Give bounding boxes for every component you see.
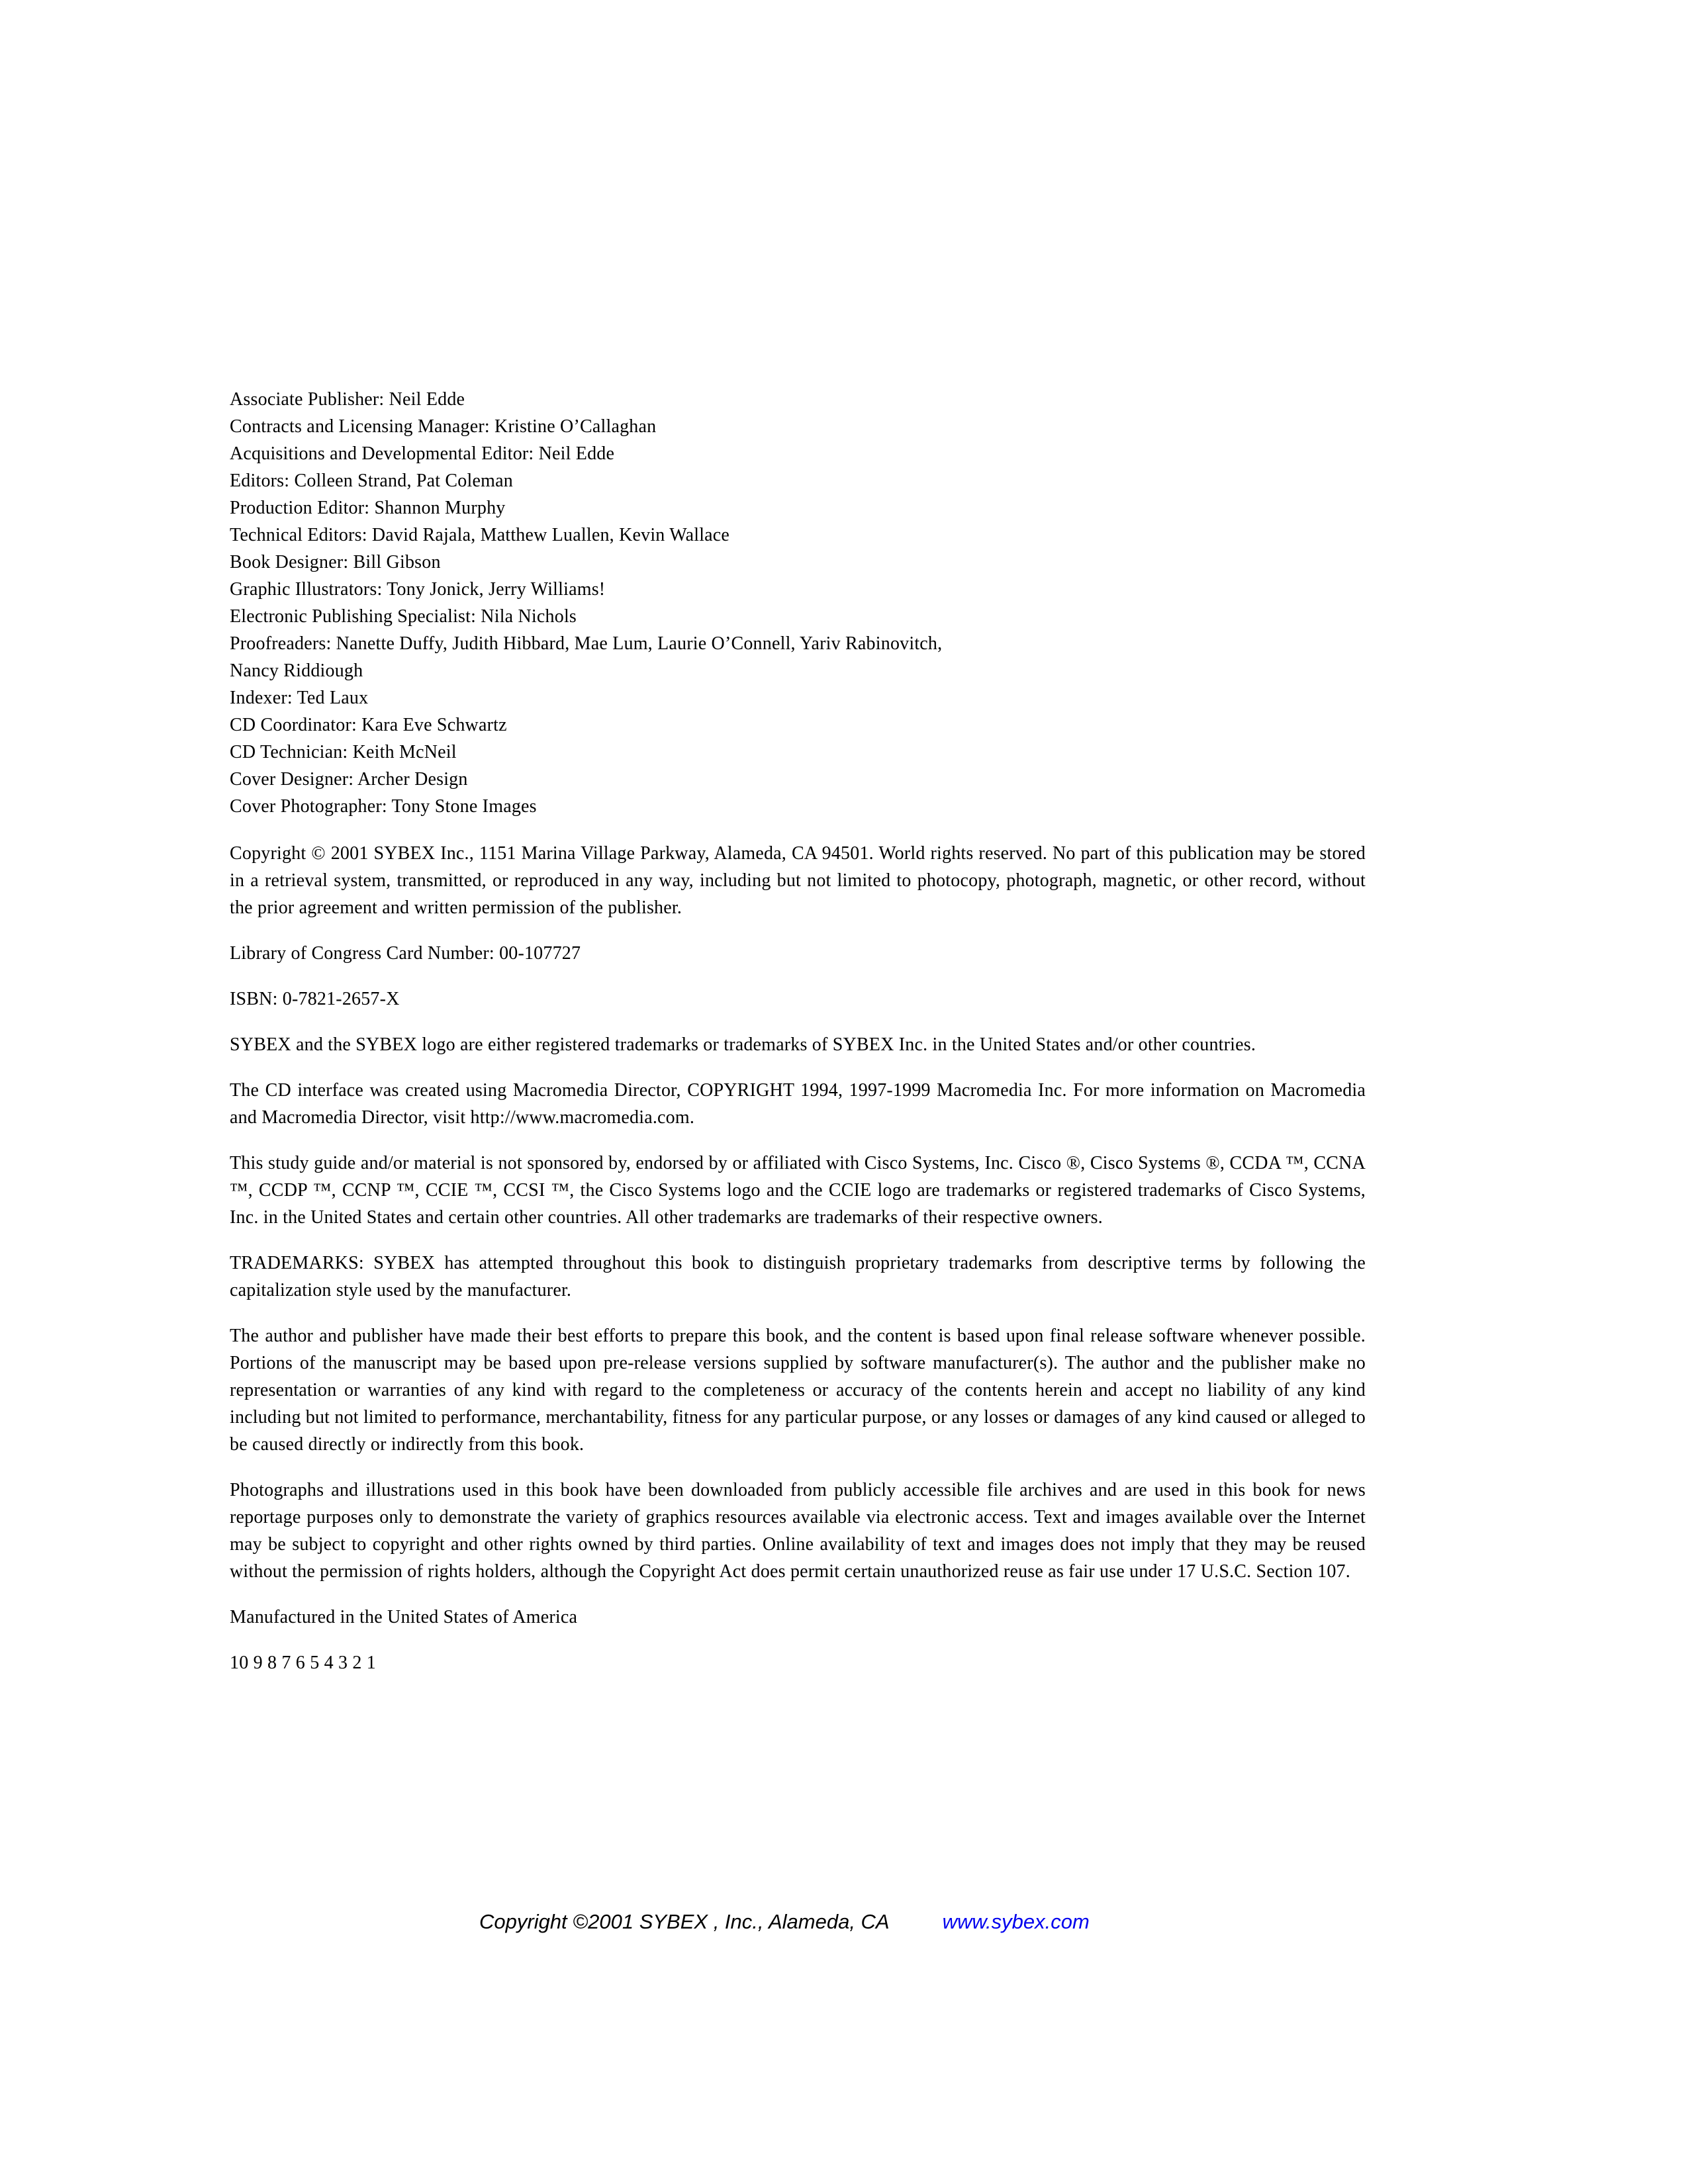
footer-sybex-link[interactable]: www.sybex.com bbox=[942, 1910, 1090, 1933]
credit-line-cd-technician: CD Technician: Keith McNeil bbox=[230, 742, 457, 762]
trademarks-paragraph: TRADEMARKS: SYBEX has attempted throughout this book to distinguish proprietary trademarks from descriptive terms by following the capitalization style used by the manufacturer. bbox=[230, 1253, 1366, 1300]
credit-line-proofreaders-cont: Nancy Riddiough bbox=[230, 660, 363, 681]
credits-block bbox=[230, 386, 1366, 820]
library-of-congress-number: Library of Congress Card Number: 00-107727 bbox=[230, 943, 581, 964]
credit-line-cover-photographer: Cover Photographer: Tony Stone Images bbox=[230, 796, 537, 817]
credit-line-technical-editors: Technical Editors: David Rajala, Matthew Luallen, Kevin Wallace bbox=[230, 525, 730, 545]
photographs-paragraph: Photographs and illustrations used in this book have been downloaded from publicly accessible file archives and are used in this book for news reportage purposes only to demonstrate the variety of graphics resources available via electronic access. Text and images available over the Internet may be subject to copyright and other rights owned by third parties. Online availability of text and images does not imply that they may be reused without the permission of rights holders, although the Copyright Act does permit certain unauthorized reuse as fair use under 17 U.S.C. Section 107. bbox=[230, 1480, 1366, 1582]
credit-line-cd-coordinator: CD Coordinator: Kara Eve Schwartz bbox=[230, 715, 507, 735]
credit-line-proofreaders: Proofreaders: Nanette Duffy, Judith Hibbard, Mae Lum, Laurie O’Connell, Yariv Rabinovitch, bbox=[230, 633, 943, 654]
copyright-notice-paragraph: Copyright © 2001 SYBEX Inc., 1151 Marina Village Parkway, Alameda, CA 94501. World rights reserved. No part of this publication may be stored in a retrieval system, transmitted, or reproduced in any way, including but not limited to photocopy, photograph, magnetic, or other record, without the prior agreement and written permission of the publisher. bbox=[230, 843, 1366, 918]
credit-line-book-designer: Book Designer: Bill Gibson bbox=[230, 552, 441, 572]
credit-line-editors: Editors: Colleen Strand, Pat Coleman bbox=[230, 471, 513, 491]
credit-line-production-editor: Production Editor: Shannon Murphy bbox=[230, 498, 506, 518]
footer-copyright-text: Copyright ©2001 SYBEX , Inc., Alameda, CA bbox=[479, 1910, 890, 1933]
credit-line-associate-publisher: Associate Publisher: Neil Edde bbox=[230, 389, 465, 410]
liability-disclaimer-paragraph: The author and publisher have made their best efforts to prepare this book, and the content is based upon final release software whenever possible. Portions of the manuscript may be based upon pre-release versions supplied by software manufacturer(s). The author and the publisher make no representation or warranties of any kind with regard to the completeness or accuracy of the contents herein and accept no liability of any kind including but not limited to performance, merchantability, fitness for any particular purpose, or any losses or damages of any kind caused or alleged to be caused directly or indirectly from this book. bbox=[230, 1326, 1366, 1455]
cisco-disclaimer-paragraph: This study guide and/or material is not sponsored by, endorsed by or affiliated with Cisco Systems, Inc. Cisco ®, Cisco Systems ®, CCDA ™, CCNA ™, CCDP ™, CCNP ™, CCIE ™, CCSI ™, the Cisco Systems logo and the CCIE logo are trademarks or registered trademarks of Cisco Systems, Inc. in the United States and certain other countries. All other trademarks are trademarks of their respective owners. bbox=[230, 1153, 1366, 1228]
sybex-trademark-paragraph: SYBEX and the SYBEX logo are either registered trademarks or trademarks of SYBEX Inc. in the United States and/or other countries. bbox=[230, 1034, 1256, 1055]
credit-line-cover-designer: Cover Designer: Archer Design bbox=[230, 769, 468, 790]
credit-line-contracts-manager: Contracts and Licensing Manager: Kristine O’Callaghan bbox=[230, 416, 657, 437]
page-footer bbox=[479, 1910, 1472, 1934]
printing-run-numbers: 10 9 8 7 6 5 4 3 2 1 bbox=[230, 1653, 376, 1673]
manufactured-line: Manufactured in the United States of America bbox=[230, 1607, 578, 1627]
credit-line-acquisitions-editor: Acquisitions and Developmental Editor: Neil Edde bbox=[230, 443, 615, 464]
credit-line-publishing-specialist: Electronic Publishing Specialist: Nila Nichols bbox=[230, 606, 577, 627]
credit-line-indexer: Indexer: Ted Laux bbox=[230, 688, 369, 708]
credit-line-graphic-illustrators: Graphic Illustrators: Tony Jonick, Jerry Williams! bbox=[230, 579, 606, 600]
isbn-number: ISBN: 0-7821-2657-X bbox=[230, 989, 400, 1009]
content-block bbox=[230, 386, 1366, 1676]
cd-interface-paragraph: The CD interface was created using Macromedia Director, COPYRIGHT 1994, 1997-1999 Macromedia Inc. For more information on Macromedia and Macromedia Director, visit http://www.macromedia.com. bbox=[230, 1080, 1366, 1128]
